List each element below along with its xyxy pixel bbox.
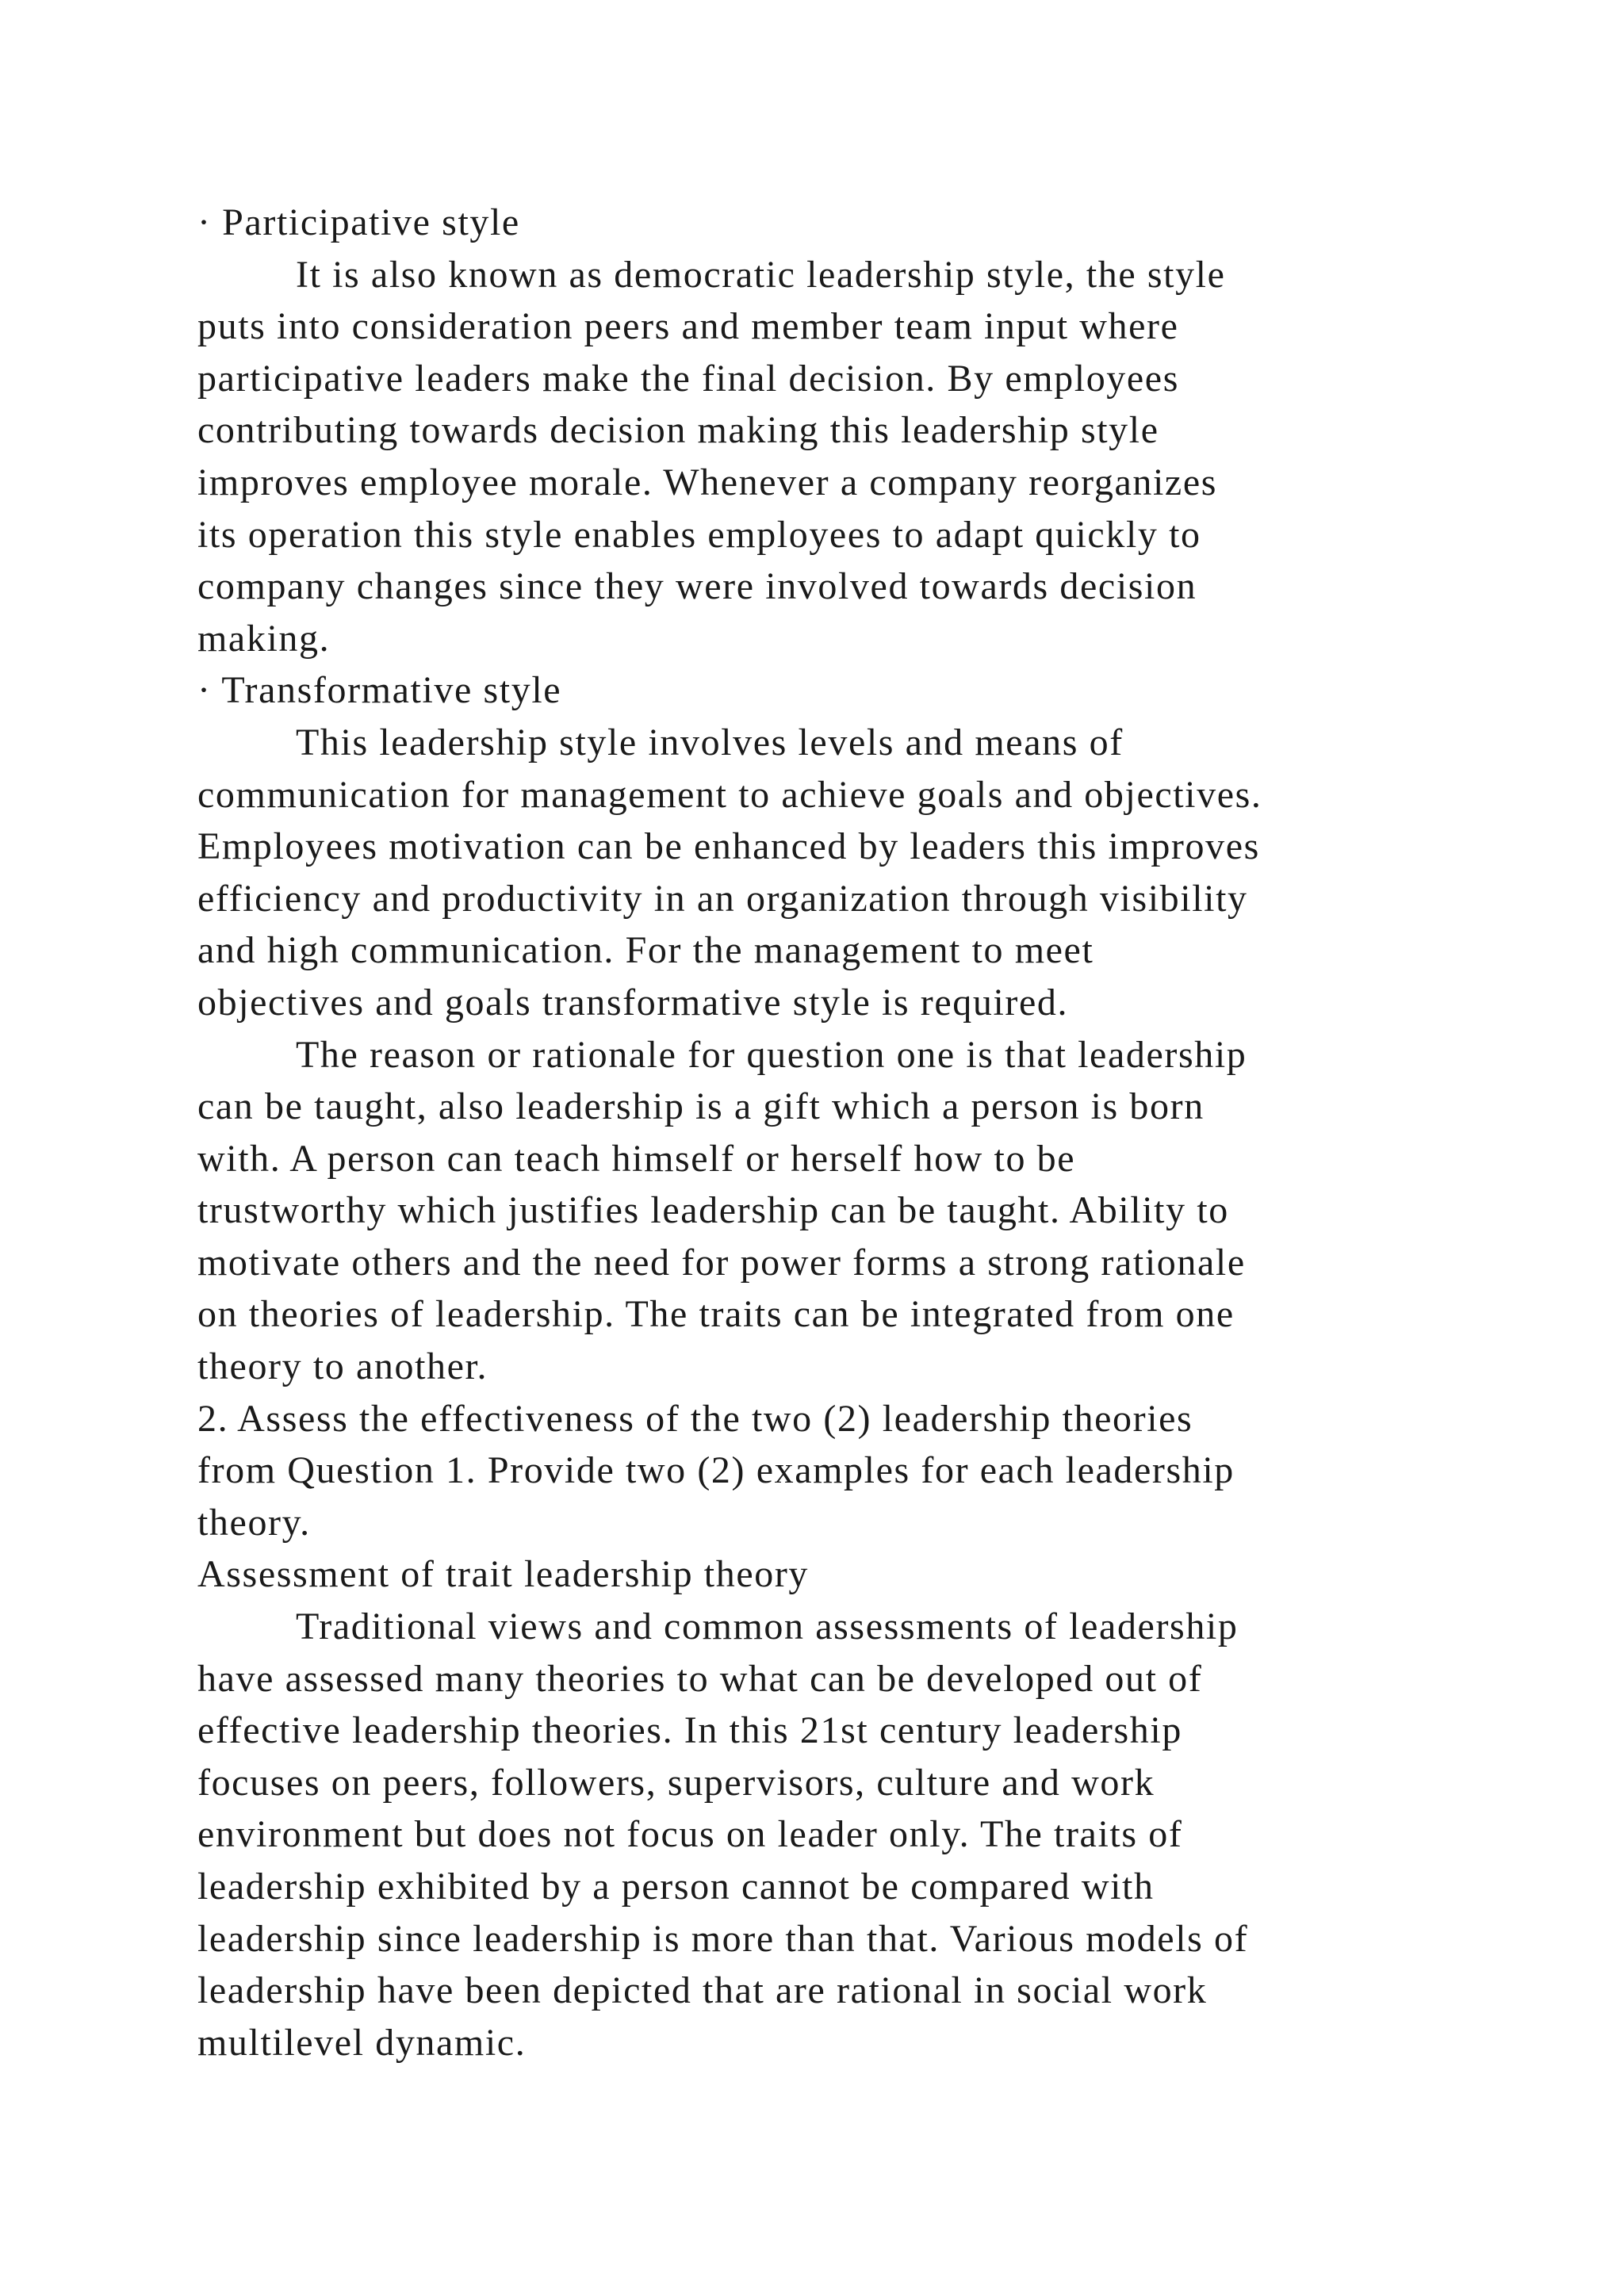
paragraph-first-line: The reason or rationale for question one is that leadership bbox=[296, 1033, 1247, 1076]
text-line: theory to another. bbox=[197, 1345, 488, 1388]
text-line: making. bbox=[197, 617, 331, 660]
text-line: theory. bbox=[197, 1501, 311, 1544]
text-line: have assessed many theories to what can be developed out of bbox=[197, 1657, 1203, 1700]
text-line: trustworthy which justifies leadership can be taught. Ability to bbox=[197, 1189, 1229, 1232]
text-line: can be taught, also leadership is a gift which a person is born bbox=[197, 1085, 1205, 1128]
text-line: Assessment of trait leadership theory bbox=[197, 1553, 810, 1596]
text-line: with. A person can teach himself or herself how to be bbox=[197, 1137, 1076, 1180]
text-line: contributing towards decision making this leadership style bbox=[197, 409, 1159, 452]
text-line: objectives and goals transformative style is required. bbox=[197, 981, 1069, 1024]
paragraph-first-line: This leadership style involves levels and means of bbox=[296, 721, 1124, 763]
text-line: participative leaders make the final decision. By employees bbox=[197, 357, 1179, 400]
text-line: leadership exhibited by a person cannot be compared with bbox=[197, 1866, 1155, 1908]
document-body bbox=[197, 197, 1498, 2068]
text-line: its operation this style enables employees to adapt quickly to bbox=[197, 513, 1201, 556]
text-line: Employees motivation can be enhanced by leaders this improves bbox=[197, 825, 1260, 868]
text-line: 2. Assess the effectiveness of the two (2) leadership theories bbox=[197, 1397, 1193, 1440]
text-line: multilevel dynamic. bbox=[197, 2021, 527, 2064]
text-line: leadership have been depicted that are rational in social work bbox=[197, 1969, 1208, 2012]
text-line: on theories of leadership. The traits can be integrated from one bbox=[197, 1293, 1235, 1336]
text-line: and high communication. For the management to meet bbox=[197, 929, 1094, 972]
text-line: puts into consideration peers and member team input where bbox=[197, 305, 1179, 348]
text-line: · Participative style bbox=[197, 201, 520, 243]
paragraph-first-line: Traditional views and common assessments of leadership bbox=[296, 1605, 1239, 1648]
text-line: motivate others and the need for power forms a strong rationale bbox=[197, 1241, 1246, 1284]
text-line: communication for management to achieve goals and objectives. bbox=[197, 773, 1262, 816]
text-line: from Question 1. Provide two (2) examples for each leadership bbox=[197, 1449, 1235, 1492]
text-line: efficiency and productivity in an organization through visibility bbox=[197, 877, 1248, 920]
text-line: focuses on peers, followers, supervisors, culture and work bbox=[197, 1761, 1155, 1804]
text-line: environment but does not focus on leader only. The traits of bbox=[197, 1813, 1183, 1856]
paragraph-first-line: It is also known as democratic leadership style, the style bbox=[296, 253, 1226, 296]
text-line: · Transformative style bbox=[197, 669, 562, 712]
text-line: company changes since they were involved towards decision bbox=[197, 565, 1197, 608]
text-line: leadership since leadership is more than that. Various models of bbox=[197, 1917, 1249, 1960]
text-line: improves employee morale. Whenever a company reorganizes bbox=[197, 461, 1218, 503]
text-line: effective leadership theories. In this 21st century leadership bbox=[197, 1709, 1182, 1752]
